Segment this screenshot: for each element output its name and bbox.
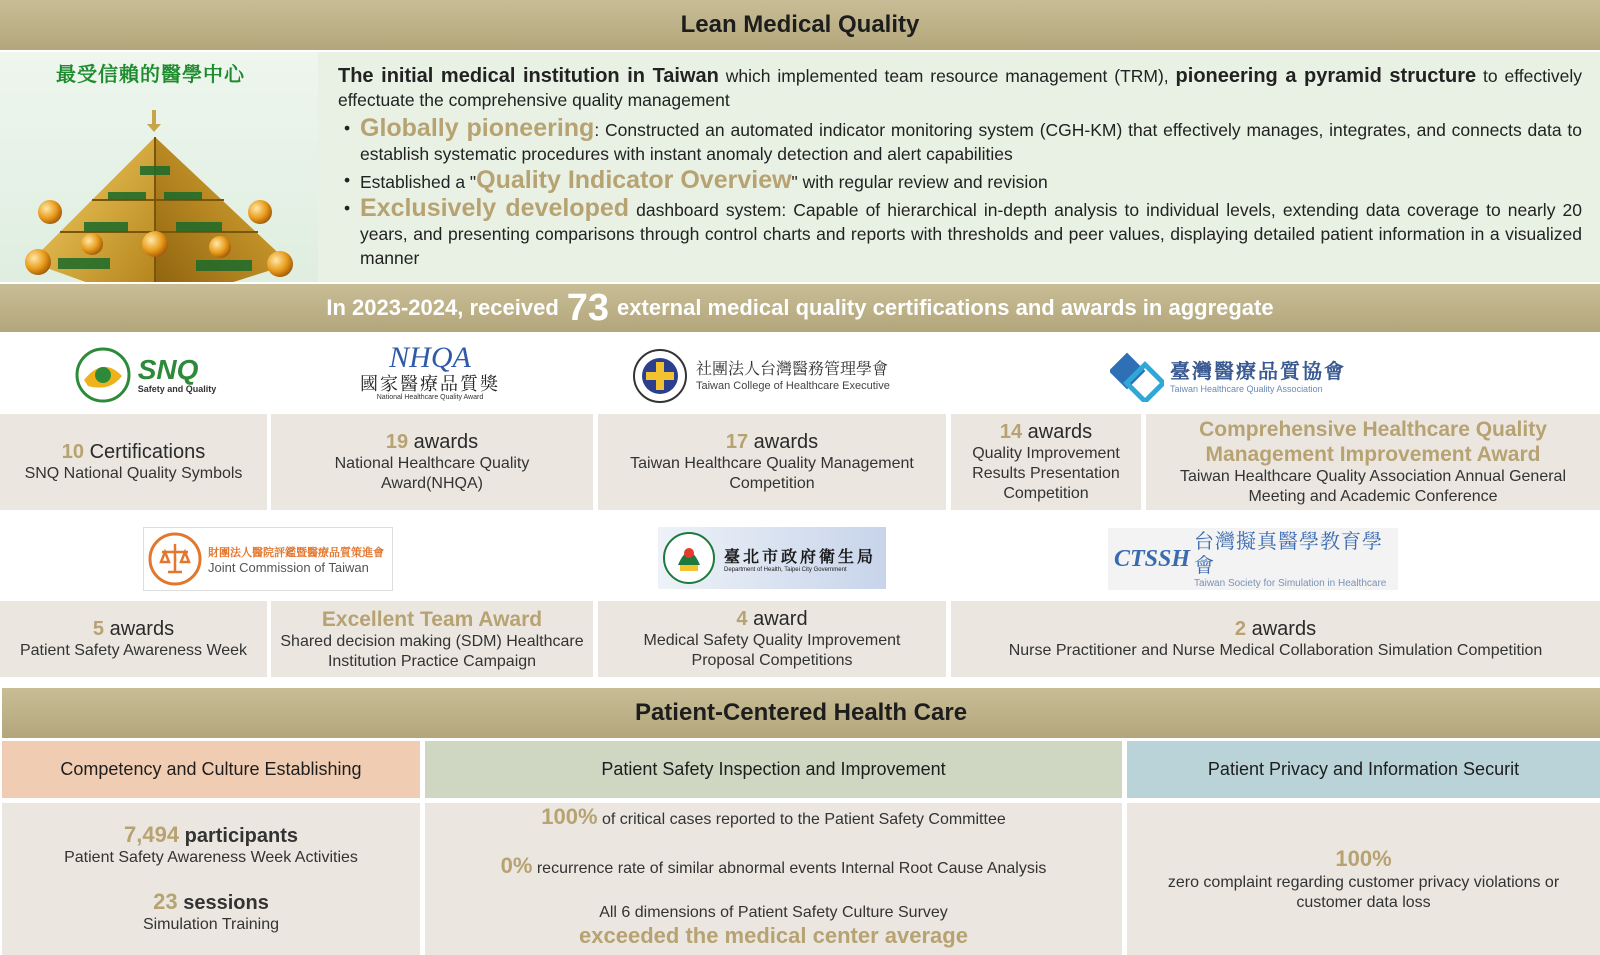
patient-title: Patient-Centered Health Care	[634, 699, 968, 726]
thqa-en: Taiwan Healthcare Quality Association	[1170, 384, 1323, 394]
award-snq-unit: Certifications	[84, 441, 206, 463]
tche-cn: 社團法人台灣醫務管理學會	[696, 361, 889, 378]
culture-survey-highlight: exceeded the medical center average	[579, 923, 968, 948]
award-np-unit: awards	[1246, 618, 1317, 640]
snq-logo	[60, 340, 230, 410]
snq-sub: Safety and Quality	[137, 384, 217, 394]
cat-competency	[2, 741, 420, 798]
award-tche	[598, 414, 946, 510]
award-thqa-desc: Taiwan Healthcare Quality Association Annual General Meeting and Academic Conference	[1180, 468, 1566, 505]
tssh-logo	[1108, 528, 1398, 590]
privacy-num: 100%	[1335, 846, 1392, 871]
tssh-mark: CTSSH	[1114, 545, 1191, 572]
sessions-unit: sessions	[177, 892, 269, 914]
award-qirp-num: 14	[999, 421, 1023, 443]
thqa-emblem-icon	[1110, 352, 1164, 402]
award-psaw	[0, 601, 267, 677]
award-psaw-desc: Patient Safety Awareness Week	[19, 642, 248, 659]
tpe-logo	[658, 527, 886, 589]
award-sdm-title: Excellent Team Award	[321, 607, 543, 631]
snq-emblem-icon	[74, 346, 132, 404]
award-psaw-num: 5	[92, 618, 105, 640]
intro-mid: which implemented team resource management (TRM),	[718, 66, 1176, 86]
award-np-desc: Nurse Practitioner and Nurse Medical Collaboration Simulation Competition	[1008, 642, 1543, 659]
award-nhqa-unit: awards	[408, 431, 479, 453]
award-thqa	[1146, 414, 1600, 510]
participants-desc: Patient Safety Awareness Week Activities	[64, 849, 358, 866]
award-nhqa-num: 19	[385, 431, 409, 453]
award-nhqa-desc: National Healthcare Quality Award(NHQA)	[334, 455, 530, 492]
award-qirp-desc: Quality Improvement Results Presentation Competition	[972, 445, 1120, 502]
jct-cn: 財團法人醫院評鑑暨醫療品質策進會	[208, 546, 384, 559]
safety-content	[425, 803, 1122, 955]
award-snq-desc: SNQ National Quality Symbols	[24, 465, 243, 482]
bullet-1: • Globally pioneering: Constructed an automated indicator monitoring system (CGH-KM) that effectively manages, integrates, and connects data to establish systematic procedures with instant anomaly detection and alert capabilities	[344, 114, 1582, 164]
competency-content	[2, 803, 420, 955]
thqa-logo	[1110, 348, 1370, 406]
nhqa-logo	[360, 342, 500, 410]
award-msqi-desc: Medical Safety Quality Improvement Proposal Competitions	[643, 632, 901, 669]
tche-en: Taiwan College of Healthcare Executive	[696, 380, 890, 392]
cat-safety-label: Patient Safety Inspection and Improvement	[601, 759, 946, 779]
participants-unit: participants	[179, 825, 298, 847]
patient-title-band	[2, 688, 1600, 738]
cat-privacy	[1127, 741, 1600, 798]
jct-logo	[143, 527, 393, 591]
tpe-en: Department of Health, Taipei City Government	[724, 566, 847, 573]
award-tche-num: 17	[725, 431, 749, 453]
recurrence-num: 0%	[500, 853, 533, 878]
critical-cases-num: 100%	[541, 804, 598, 829]
jct-emblem-icon	[148, 532, 202, 586]
culture-survey-desc: All 6 dimensions of Patient Safety Culture Survey	[599, 904, 948, 921]
award-tche-desc: Taiwan Healthcare Quality Management Competition	[630, 455, 914, 492]
award-snq	[0, 414, 267, 510]
tpe-emblem-icon	[662, 531, 716, 585]
bullet-2-key: Quality Indicator Overview	[476, 166, 792, 194]
bullet-1-text: : Constructed an automated indicator monitoring system (CGH-KM) that effectively manages, integrates, and connects data to establish systematic procedures with instant anomaly detection and alert capabilities	[360, 120, 1582, 164]
award-np	[951, 601, 1600, 677]
award-psaw-unit: awards	[104, 618, 175, 640]
bullet-3-key: Exclusively developed	[360, 194, 630, 222]
award-thqa-title: Comprehensive Healthcare Quality Management Improvement Award	[1199, 418, 1547, 466]
banner-pre: In 2023-2024, received	[326, 295, 559, 320]
privacy-content	[1127, 803, 1600, 955]
jct-en: Joint Commission of Taiwan	[208, 559, 369, 575]
snq-name: SNQ	[137, 354, 199, 385]
intro-paragraph	[338, 64, 1582, 112]
banner-number: 73	[566, 286, 610, 329]
privacy-desc: zero complaint regarding customer privacy violations or customer data loss	[1167, 874, 1560, 911]
pyramid-panel	[0, 52, 318, 282]
nhqa-sub: National Healthcare Quality Award	[376, 394, 484, 401]
awards-banner	[0, 284, 1600, 332]
award-tche-unit: awards	[748, 431, 819, 453]
award-nhqa	[271, 414, 593, 510]
bullet-2-pre: Established a "	[360, 172, 477, 192]
award-snq-num: 10	[61, 441, 85, 463]
lean-intro-panel	[318, 52, 1600, 282]
tssh-en: Taiwan Society for Simulation in Healthcare	[1194, 577, 1387, 589]
award-msqi-num: 4	[736, 608, 748, 630]
participants-num: 7,494	[124, 822, 180, 847]
cat-privacy-label: Patient Privacy and Information Securit	[1207, 759, 1520, 779]
sessions-desc: Simulation Training	[142, 916, 280, 933]
bullet-3: • Exclusively developed dashboard system: Capable of hierarchical in-depth analysis to individual levels, extending data coverage to nearly 20 years, and presenting comparisons through control charts and reports with thresholds and peer values, displaying detailed patient information in a visualized manner	[344, 194, 1582, 268]
nhqa-cn: 國家醫療品質獎	[360, 374, 500, 394]
bullet-2-post: " with regular review and revision	[791, 172, 1048, 192]
intro-end: to effectively effectuate the comprehensive quality management	[338, 66, 1582, 110]
bullet-3-text: dashboard system: Capable of hierarchical in-depth analysis to individual levels, extending data coverage to nearly 20 years, and presenting comparisons through control charts and reports with thresholds and peer values, displaying detailed patient information in a visualized manner	[360, 200, 1582, 268]
nhqa-name: NHQA	[389, 341, 471, 374]
award-sdm	[271, 601, 593, 677]
tpe-cn: 臺北市政府衛生局	[724, 548, 877, 566]
lean-title: Lean Medical Quality	[680, 11, 920, 38]
bullet-1-key: Globally pioneering	[360, 114, 595, 142]
pyramid-illustration	[0, 82, 318, 282]
tche-emblem-icon	[632, 348, 688, 404]
award-np-num: 2	[1234, 618, 1247, 640]
intro-bold-1: The initial medical institution in Taiwan	[338, 65, 719, 87]
award-qirp-unit: awards	[1022, 421, 1093, 443]
thqa-cn: 臺灣醫療品質協會	[1170, 361, 1346, 383]
critical-cases-desc: of critical cases reported to the Patient Safety Committee	[597, 811, 1006, 828]
tssh-cn: 台灣擬真醫學教育學會	[1194, 530, 1384, 577]
lean-title-band	[0, 0, 1600, 50]
cat-safety	[425, 741, 1122, 798]
sessions-num: 23	[153, 889, 178, 914]
award-msqi	[598, 601, 946, 677]
tche-logo	[632, 345, 922, 407]
award-sdm-desc: Shared decision making (SDM) Healthcare Institution Practice Campaign	[280, 632, 584, 670]
banner-post: external medical quality certifications and awards in aggregate	[617, 295, 1274, 320]
award-qirp	[951, 414, 1141, 510]
bullet-2: • Established a "Quality Indicator Overview" with regular review and revision	[344, 166, 1048, 194]
intro-bold-2: pioneering a pyramid structure	[1175, 65, 1477, 87]
pyramid-caption: 最受信賴的醫學中心	[56, 64, 245, 86]
recurrence-desc: recurrence rate of similar abnormal events Internal Root Cause Analysis	[532, 860, 1047, 877]
pyramid-ball	[38, 200, 62, 224]
award-msqi-unit: award	[747, 608, 808, 630]
cat-competency-label: Competency and Culture Establishing	[60, 759, 362, 779]
